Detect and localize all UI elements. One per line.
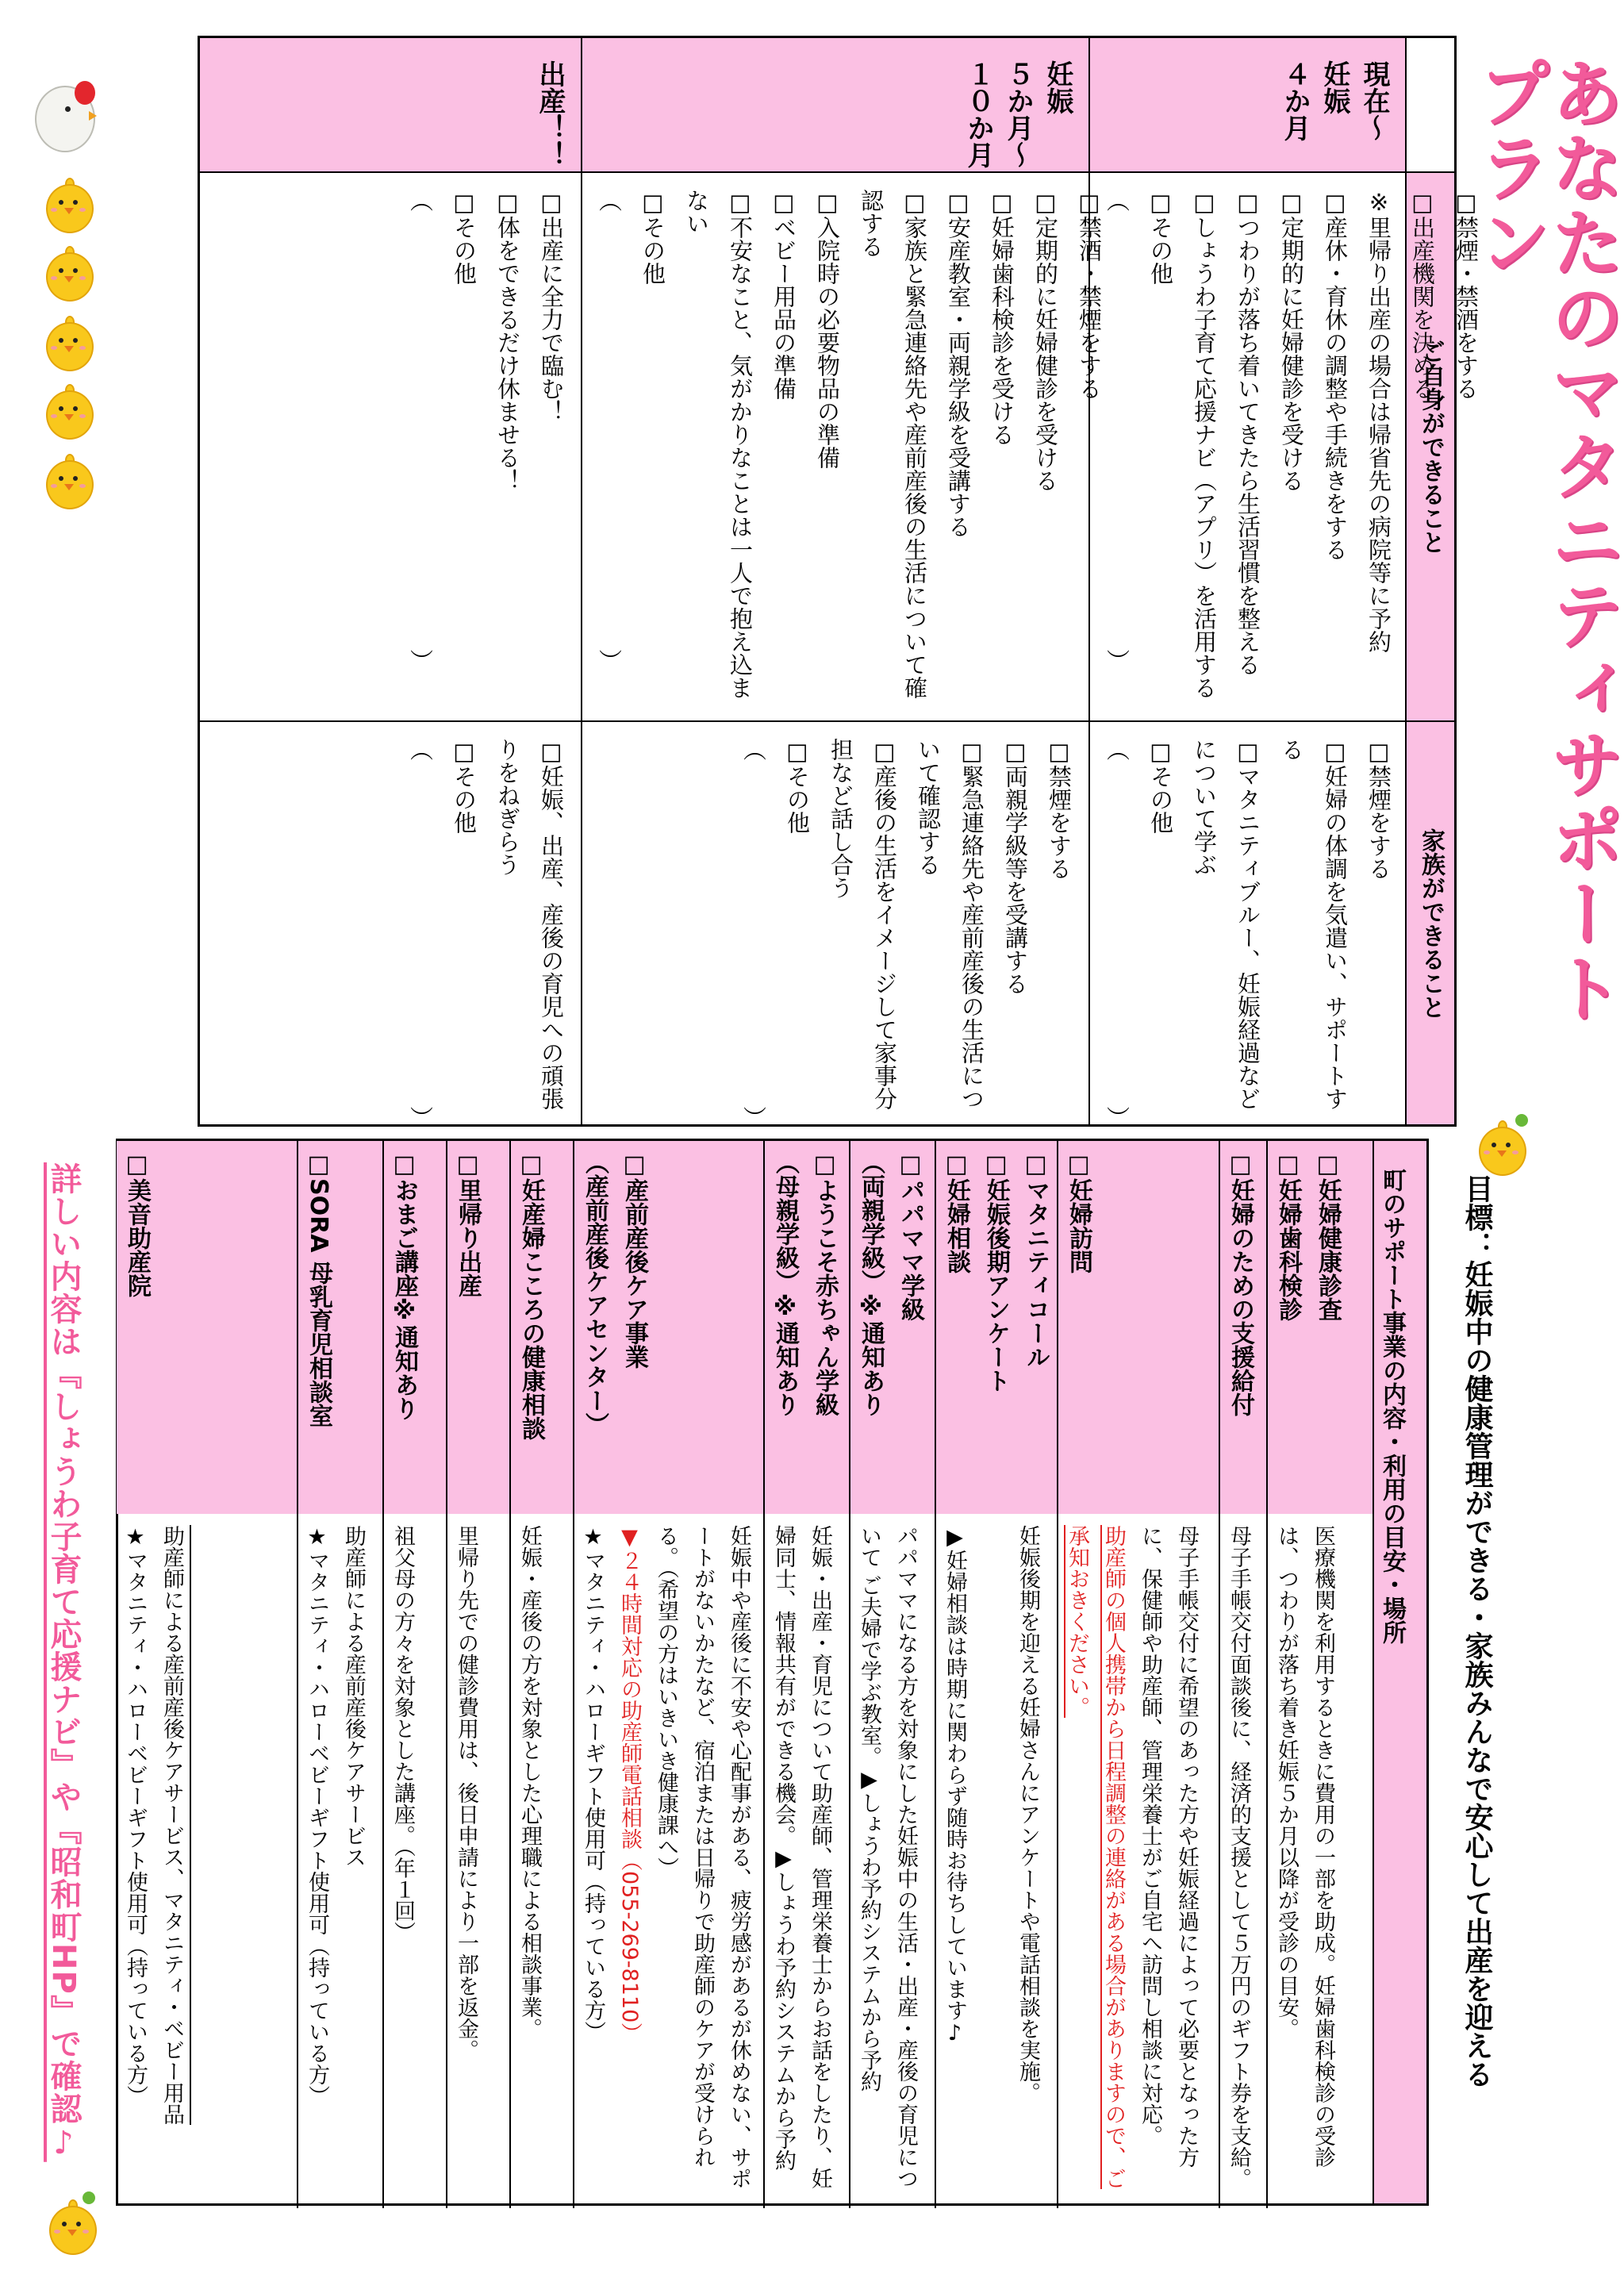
- chick-illustration: [43, 452, 94, 509]
- support-row: [573, 1141, 763, 2203]
- service-name: □妊婦のための支援給付: [1219, 1141, 1266, 1514]
- goal-text: 目標：妊娠中の健康管理ができる・家族みんなで安心して出産を迎える: [1461, 1174, 1493, 2088]
- plan-item: □マタニティブルー、妊娠経過などについて学ぶ: [1191, 738, 1261, 1110]
- service-description: 助産師による産前産後ケアサービス、マタニティ・ベビー用品 ★マタニティ・ハローベビーギフト使用可（持っている方）: [117, 1514, 297, 2208]
- plan-item: □禁煙・禁酒をする: [1453, 189, 1480, 400]
- service-name: □産前産後ケア事業 （産前産後ケアセンター）: [573, 1141, 763, 1514]
- plan-item: ※里帰り出産の場合は帰省先の病院等に予約: [1365, 189, 1392, 653]
- phase-header-blank: [1405, 38, 1454, 173]
- support-row: [117, 1141, 297, 2203]
- plan-item: □ベビー用品の準備: [770, 189, 797, 400]
- plan-item: □禁煙をする: [1365, 738, 1392, 880]
- plan-item: □産休・育休の調整や手続きをする: [1322, 189, 1349, 561]
- plan-item: □つわりが落ち着いてきたら生活習慣を整える: [1234, 189, 1261, 676]
- plan-item: □定期的に妊婦健診を受ける: [1032, 189, 1059, 492]
- plan-item: □妊婦歯科検診を受ける: [989, 189, 1015, 446]
- plan-item: □入院時の必要物品の準備: [814, 189, 841, 469]
- phase-2-family-items: [581, 720, 1088, 1129]
- plan-item: □出産機関を決める: [1409, 189, 1436, 400]
- service-name: □パパママ学級 （両親学級）※通知あり: [849, 1141, 935, 1514]
- service-name: □妊婦健康診査 □妊婦歯科検診: [1266, 1141, 1373, 1514]
- clover-icon: [1515, 1114, 1528, 1127]
- plan-item: （ ）: [1104, 738, 1131, 1129]
- service-description: 妊娠後期を迎える妊婦さんにアンケートや電話相談を実施。 ▶妊婦相談は時期に関わらず随時お待ちしています♪: [935, 1514, 1057, 2208]
- plan-item: □定期的に妊婦健診を受ける: [1278, 189, 1305, 492]
- plan-item: □不安なこと、気がかりなことは一人で抱え込まない: [683, 189, 754, 699]
- chick-illustration: [43, 314, 94, 371]
- support-row: [382, 1141, 446, 2203]
- service-name: □おまご講座※通知あり: [382, 1141, 446, 1514]
- phase-1-family-items: [1088, 720, 1405, 1129]
- plan-item: □その他（ ）: [407, 189, 478, 672]
- service-name: □里帰り出産: [446, 1141, 509, 1514]
- support-table: [116, 1139, 1429, 2206]
- plan-item: □禁煙をする: [1046, 738, 1073, 880]
- page-title: あなたのマタニティサポートプラン: [1466, 56, 1624, 1025]
- plan-item: □その他: [1147, 738, 1174, 834]
- phone-consultation: ▼２４時間対応の助産師電話相談（055-269-8110）: [617, 1525, 642, 2045]
- footer-note: 詳しい内容は『しょうわ子育て応援ナビ』や『昭和町HP』で確認♪: [45, 1162, 82, 2162]
- plan-item: □その他（ ）: [1104, 189, 1174, 672]
- service-name: □ようこそ赤ちゃん学級 （母親学級）※通知あり: [763, 1141, 849, 1514]
- service-name: □美音助産院: [117, 1141, 297, 1514]
- service-description: 助産師による産前産後ケアサービス ★マタニティ・ハローベビーギフト使用可（持っている方）: [297, 1514, 382, 2208]
- plan-item: □緊急連絡先や産前産後の生活について確認する: [915, 738, 985, 1110]
- service-name: □マタニティコール □妊娠後期アンケート □妊婦相談: [935, 1141, 1057, 1514]
- chick-illustration: [1476, 1119, 1526, 1176]
- plan-item: □妊娠、出産、産後の育児への頑張りをねぎらう: [494, 738, 565, 1110]
- plan-item: □その他: [784, 738, 811, 834]
- phase-1-label: 現在〜 妊娠 ４か月: [1088, 38, 1405, 173]
- support-header: 町のサポート事業の内容・利用の目安・場所: [1373, 1141, 1426, 2203]
- plan-item: □禁酒・禁煙をする: [1076, 189, 1103, 400]
- plan-item: □その他（ ）: [596, 189, 666, 672]
- phase-2-self-items: [581, 173, 1103, 720]
- plan-item: □家族と緊急連絡先や産前産後の生活について確認する: [858, 189, 928, 699]
- support-row: [1266, 1141, 1373, 2203]
- chick-illustration: [43, 244, 94, 302]
- service-description: 祖父母の方々を対象とした講座。（年１回）: [382, 1514, 446, 2208]
- service-name: □SORA 母乳育児相談室: [297, 1141, 382, 1514]
- plan-item: □安産教室・両親学級を受講する: [945, 189, 972, 538]
- chick-illustration: [43, 176, 94, 233]
- service-description: 母子手帳交付面談後に、経済的支援として５万円のギフト券を支給。: [1219, 1514, 1266, 2208]
- service-description: 妊娠・出産・育児について助産師、管理栄養士からお話をしたり、妊婦同士、情報共有ができる機会。▶しょうわ予約システムから予約: [763, 1514, 849, 2208]
- phase-3-family-items: [200, 720, 581, 1129]
- support-row: [763, 1141, 849, 2203]
- family-header: 家族ができること: [1405, 720, 1454, 1124]
- plan-item: □しょうわ子育て応援ナビ（アプリ）を活用する: [1191, 189, 1218, 699]
- service-description: 妊娠・産後の方を対象とした心理職による相談事業。: [509, 1514, 573, 2208]
- service-description: パパママになる方を対象にした妊娠中の生活・出産・産後の育児について ご夫婦で学ぶ教室。▶しょうわ予約システムから予約: [849, 1514, 935, 2208]
- chick-illustration: [43, 382, 94, 440]
- service-name: □妊産婦こころの健康相談: [509, 1141, 573, 1514]
- plan-item: （ ）: [740, 738, 767, 1129]
- phase-3-label: 出産！！: [200, 38, 581, 173]
- service-description: 医療機関を利用するときに費用の一部を助成。妊婦歯科検診の受診は、つわりが落ち着き妊娠５か月以降が受診の目安。: [1266, 1514, 1373, 2208]
- support-row: [1057, 1141, 1219, 2203]
- service-description: 母子手帳交付に希望のあった方や妊娠経過によって必要となった方に、保健師や助産師、管理栄養士がご自宅へ訪問し相談に対応。 助産師の個人携帯から日程調整の連絡がある場合がありますので、ご承知おきください。: [1057, 1514, 1219, 2208]
- support-row: [446, 1141, 509, 2203]
- plan-item: □体をできるだけ休ませる！: [494, 189, 521, 492]
- support-row: [1219, 1141, 1266, 2203]
- support-row: [509, 1141, 573, 2203]
- plan-item: □その他: [451, 738, 478, 834]
- plan-item: □産後の生活をイメージして家事分担など話し合う: [827, 738, 898, 1110]
- service-description: 妊娠中や産後に不安や心配事がある、疲労感があるが休めない、サポートがないかたなど、宿泊または日帰りで助産師のケアが受けられる。（希望の方はいきいき健康課へ） ▼２４時間対応の助産師電話相談（055-269-8110） ★マタニティ・ハローギフト使用可（持っている方）: [573, 1514, 763, 2208]
- phase-3-self-items: [200, 173, 581, 720]
- support-row: [297, 1141, 382, 2203]
- support-row: [935, 1141, 1057, 2203]
- plan-item: □妊婦の体調を気遣い、サポートする: [1278, 738, 1349, 1110]
- support-row: [849, 1141, 935, 2203]
- service-description: 里帰り先での健診費用は、後日申請により一部を返金。: [446, 1514, 509, 2208]
- notice-text: 助産師の個人携帯から日程調整の連絡がある場合がありますので、ご承知おきください。: [1065, 1525, 1126, 2189]
- plan-item: （ ）: [407, 738, 434, 1129]
- phase-2-label: 妊娠 ５か月〜 １０か月: [581, 38, 1088, 173]
- service-name: □妊婦訪問: [1057, 1141, 1219, 1514]
- plan-table: [198, 36, 1480, 1129]
- plan-item: □両親学級等を受講する: [1002, 738, 1029, 995]
- plan-item: □出産に全力で臨む！: [538, 189, 565, 423]
- hen-illustration: [30, 73, 98, 152]
- self-header: ご自身ができること: [1405, 173, 1454, 720]
